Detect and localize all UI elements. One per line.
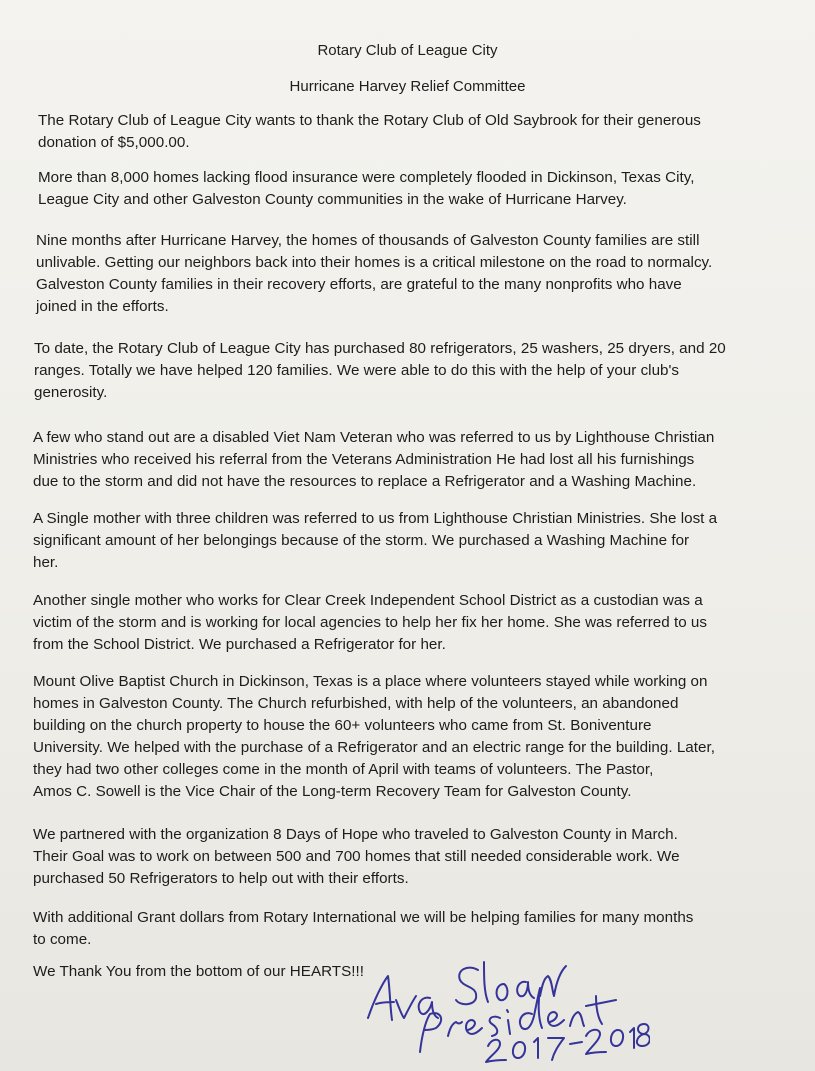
paragraph-nine-months: Nine months after Hurricane Harvey, the homes of thousands of Galveston County families are still unlivable. Getting our neighbors back into their homes is a critical milestone on the road to normalcy. Galveston County families in their recovery efforts, are grateful to the many nonprofits who have joined in the efforts. bbox=[36, 232, 713, 315]
paragraph-flooding: More than 8,000 homes lacking flood insurance were completely flooded in Dickinson, Texas City, League City and other Galveston County communities in the wake of Hurricane Harvey. bbox=[38, 169, 695, 208]
paragraph-single-mother-two: Another single mother who works for Clear Creek Independent School District as a custodian was a victim of the storm and is working for local agencies to help her fix her home. She was referred to us from the School District. We purchased a Refrigerator for her. bbox=[33, 592, 707, 653]
committee-heading: Hurricane Harvey Relief Committee bbox=[289, 78, 526, 95]
paragraph-to-date: To date, the Rotary Club of League City has purchased 80 refrigerators, 25 washers, 25 dryers, and 20 ranges. Totally we have helped 120 families. We were able to do this with the help of your club's generosity. bbox=[34, 340, 726, 401]
handwritten-signature bbox=[360, 940, 650, 1065]
paragraph-closing: We Thank You from the bottom of our HEARTS!!! bbox=[33, 963, 364, 980]
paragraph-thanks: The Rotary Club of League City wants to thank the Rotary Club of Old Saybrook for their generous donation of $5,000.00. bbox=[38, 112, 701, 151]
paragraph-single-mother-one: A Single mother with three children was referred to us from Lighthouse Christian Ministries. She lost a significant amount of her belongings because of the storm. We purchased a Washing Machine for her. bbox=[33, 510, 718, 571]
org-heading: Rotary Club of League City bbox=[317, 42, 498, 59]
paragraph-grant: With additional Grant dollars from Rotary International we will be helping families for many months to come. bbox=[33, 909, 694, 948]
paragraph-veteran: A few who stand out are a disabled Viet Nam Veteran who was referred to us by Lighthouse Christian Ministries who received his referral from the Veterans Administration He had lost all his furnishings due to the storm and did not have the resources to replace a Refrigerator and a Washing Machine. bbox=[33, 429, 715, 490]
paragraph-mount-olive: Mount Olive Baptist Church in Dickinson, Texas is a place where volunteers stayed while working on homes in Galveston County. The Church refurbished, with help of the volunteers, an abandoned building on the church property to house the 60+ volunteers who came from St. Boniventure University. We helped with the purchase of a Refrigerator and an electric range for the building. Later, they had two other colleges come in the month of April with teams of volunteers. The Pastor, Amos C. Sowell is the Vice Chair of the Long-term Recovery Team for Galveston County. bbox=[33, 673, 715, 800]
paragraph-eight-days: We partnered with the organization 8 Days of Hope who traveled to Galveston County in March. Their Goal was to work on between 500 and 700 homes that still needed considerable work. We purchased 50 Refrigerators to help out with their efforts. bbox=[33, 826, 680, 887]
